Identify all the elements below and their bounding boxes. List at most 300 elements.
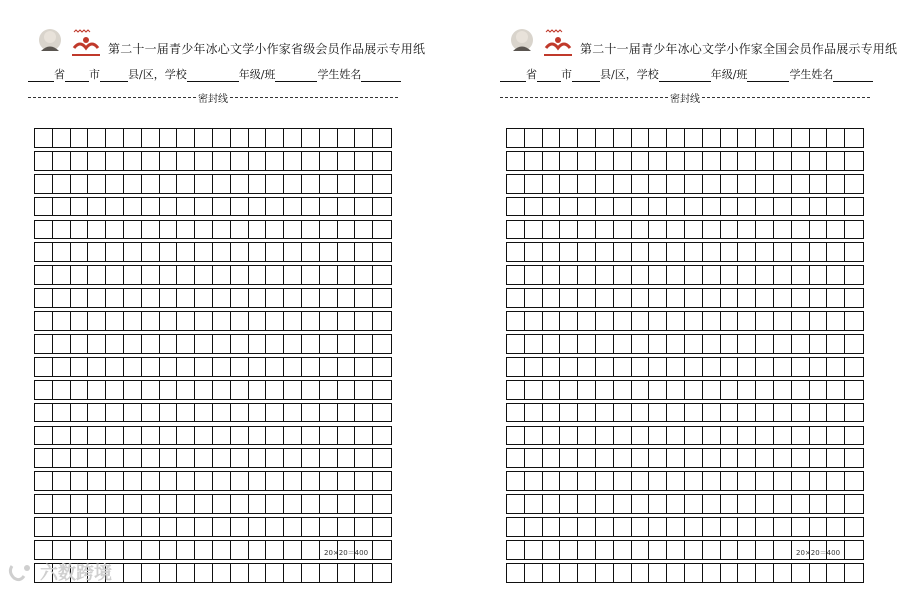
grade-blank[interactable] (275, 71, 317, 82)
grid-cell[interactable] (320, 152, 338, 170)
grid-cell[interactable] (525, 427, 543, 445)
grid-cell[interactable] (738, 221, 756, 239)
grid-cell[interactable] (827, 175, 845, 193)
grid-cell[interactable] (756, 335, 774, 353)
grid-cell[interactable] (649, 266, 667, 284)
grid-cell[interactable] (703, 404, 721, 422)
grid-cell[interactable] (738, 404, 756, 422)
grid-cell[interactable] (667, 449, 685, 467)
grid-cell[interactable] (810, 449, 828, 467)
grid-cell[interactable] (738, 449, 756, 467)
grid-cell[interactable] (177, 175, 195, 193)
grid-cell[interactable] (560, 152, 578, 170)
grid-cell[interactable] (71, 427, 89, 445)
grid-cell[interactable] (124, 449, 142, 467)
grid-cell[interactable] (507, 243, 525, 261)
grid-cell[interactable] (320, 312, 338, 330)
grid-cell[interactable] (827, 495, 845, 513)
grid-cell[interactable] (284, 518, 302, 536)
grid-cell[interactable] (355, 266, 373, 284)
grid-cell[interactable] (35, 312, 53, 330)
grid-cell[interactable] (774, 358, 792, 376)
name-blank[interactable] (833, 71, 873, 82)
grid-cell[interactable] (106, 198, 124, 216)
grid-cell[interactable] (284, 404, 302, 422)
grid-cell[interactable] (721, 129, 739, 147)
grid-cell[interactable] (302, 289, 320, 307)
grid-cell[interactable] (614, 564, 632, 582)
grid-cell[interactable] (266, 449, 284, 467)
grid-cell[interactable] (160, 129, 178, 147)
grid-cell[interactable] (578, 289, 596, 307)
grid-cell[interactable] (302, 541, 320, 559)
grid-cell[interactable] (373, 449, 391, 467)
grid-cell[interactable] (596, 495, 614, 513)
grid-cell[interactable] (266, 518, 284, 536)
grid-cell[interactable] (142, 564, 160, 582)
grid-cell[interactable] (266, 427, 284, 445)
grid-cell[interactable] (543, 266, 561, 284)
grid-cell[interactable] (632, 564, 650, 582)
grid-cell[interactable] (525, 175, 543, 193)
grid-cell[interactable] (632, 312, 650, 330)
grid-cell[interactable] (649, 221, 667, 239)
grid-cell[interactable] (284, 152, 302, 170)
grid-cell[interactable] (703, 221, 721, 239)
grid-cell[interactable] (649, 312, 667, 330)
grid-cell[interactable] (738, 243, 756, 261)
grid-cell[interactable] (355, 243, 373, 261)
grid-cell[interactable] (355, 221, 373, 239)
grid-cell[interactable] (195, 472, 213, 490)
grid-cell[interactable] (525, 152, 543, 170)
grid-cell[interactable] (738, 335, 756, 353)
grid-cell[interactable] (302, 564, 320, 582)
grid-cell[interactable] (792, 495, 810, 513)
grid-cell[interactable] (845, 358, 863, 376)
grid-cell[interactable] (249, 243, 267, 261)
grid-cell[interactable] (614, 495, 632, 513)
grid-cell[interactable] (160, 381, 178, 399)
grid-cell[interactable] (195, 541, 213, 559)
grid-cell[interactable] (284, 427, 302, 445)
city-blank[interactable] (65, 71, 89, 82)
grid-cell[interactable] (177, 243, 195, 261)
grid-cell[interactable] (106, 312, 124, 330)
grid-cell[interactable] (106, 175, 124, 193)
grid-cell[interactable] (88, 198, 106, 216)
grid-cell[interactable] (792, 472, 810, 490)
grid-cell[interactable] (810, 152, 828, 170)
grid-cell[interactable] (560, 335, 578, 353)
grid-cell[interactable] (756, 404, 774, 422)
grid-cell[interactable] (124, 243, 142, 261)
grid-cell[interactable] (774, 221, 792, 239)
grid-cell[interactable] (703, 358, 721, 376)
grid-cell[interactable] (543, 312, 561, 330)
grid-cell[interactable] (284, 358, 302, 376)
grid-cell[interactable] (614, 152, 632, 170)
grid-cell[interactable] (302, 472, 320, 490)
grid-cell[interactable] (721, 564, 739, 582)
grid-cell[interactable] (756, 221, 774, 239)
grid-cell[interactable] (525, 518, 543, 536)
grid-cell[interactable] (774, 152, 792, 170)
grid-cell[interactable] (703, 175, 721, 193)
grid-cell[interactable] (827, 564, 845, 582)
grid-cell[interactable] (249, 152, 267, 170)
grid-cell[interactable] (632, 221, 650, 239)
grid-cell[interactable] (213, 518, 231, 536)
grid-cell[interactable] (320, 358, 338, 376)
grid-cell[interactable] (142, 129, 160, 147)
grid-cell[interactable] (721, 381, 739, 399)
grid-cell[interactable] (827, 427, 845, 445)
grid-cell[interactable] (774, 427, 792, 445)
grid-cell[interactable] (632, 152, 650, 170)
grid-cell[interactable] (231, 266, 249, 284)
grid-cell[interactable] (195, 198, 213, 216)
grid-cell[interactable] (142, 221, 160, 239)
grid-cell[interactable] (810, 472, 828, 490)
grid-cell[interactable] (266, 541, 284, 559)
grid-cell[interactable] (685, 427, 703, 445)
grid-cell[interactable] (142, 152, 160, 170)
grid-cell[interactable] (810, 198, 828, 216)
grid-cell[interactable] (543, 198, 561, 216)
grid-cell[interactable] (284, 312, 302, 330)
grid-cell[interactable] (543, 449, 561, 467)
grid-cell[interactable] (88, 518, 106, 536)
grid-cell[interactable] (177, 472, 195, 490)
grid-cell[interactable] (792, 221, 810, 239)
grid-cell[interactable] (302, 243, 320, 261)
grid-cell[interactable] (738, 381, 756, 399)
grid-cell[interactable] (560, 564, 578, 582)
grid-cell[interactable] (355, 175, 373, 193)
grid-cell[interactable] (249, 427, 267, 445)
grid-cell[interactable] (756, 449, 774, 467)
grid-cell[interactable] (177, 427, 195, 445)
grid-cell[interactable] (614, 221, 632, 239)
grid-cell[interactable] (667, 175, 685, 193)
grid-cell[interactable] (774, 381, 792, 399)
grid-cell[interactable] (578, 266, 596, 284)
grid-cell[interactable] (302, 152, 320, 170)
grid-cell[interactable] (792, 152, 810, 170)
grid-cell[interactable] (88, 449, 106, 467)
grid-cell[interactable] (649, 404, 667, 422)
grid-cell[interactable] (810, 381, 828, 399)
grid-cell[interactable] (338, 335, 356, 353)
grid-cell[interactable] (721, 449, 739, 467)
grid-cell[interactable] (614, 129, 632, 147)
grid-cell[interactable] (177, 404, 195, 422)
grid-cell[interactable] (35, 152, 53, 170)
grid-cell[interactable] (373, 198, 391, 216)
grid-cell[interactable] (284, 564, 302, 582)
grid-cell[interactable] (525, 198, 543, 216)
county-blank[interactable] (100, 71, 128, 82)
grid-cell[interactable] (792, 335, 810, 353)
grid-cell[interactable] (373, 335, 391, 353)
grid-cell[interactable] (373, 381, 391, 399)
grid-cell[interactable] (543, 335, 561, 353)
grid-cell[interactable] (355, 427, 373, 445)
grid-cell[interactable] (685, 175, 703, 193)
grid-cell[interactable] (249, 129, 267, 147)
grid-cell[interactable] (667, 472, 685, 490)
grid-cell[interactable] (827, 266, 845, 284)
grid-cell[interactable] (703, 518, 721, 536)
grid-cell[interactable] (667, 152, 685, 170)
grid-cell[interactable] (632, 495, 650, 513)
grid-cell[interactable] (53, 335, 71, 353)
grid-cell[interactable] (525, 449, 543, 467)
grid-cell[interactable] (71, 404, 89, 422)
grid-cell[interactable] (578, 221, 596, 239)
grid-cell[interactable] (71, 312, 89, 330)
grid-cell[interactable] (373, 541, 391, 559)
grid-cell[interactable] (338, 175, 356, 193)
grid-cell[interactable] (53, 541, 71, 559)
grid-cell[interactable] (792, 518, 810, 536)
grid-cell[interactable] (810, 358, 828, 376)
grid-cell[interactable] (106, 404, 124, 422)
grid-cell[interactable] (703, 495, 721, 513)
grid-cell[interactable] (338, 312, 356, 330)
grid-cell[interactable] (124, 152, 142, 170)
grid-cell[interactable] (302, 129, 320, 147)
grid-cell[interactable] (632, 175, 650, 193)
grid-cell[interactable] (53, 221, 71, 239)
grid-cell[interactable] (373, 472, 391, 490)
grid-cell[interactable] (774, 289, 792, 307)
grid-cell[interactable] (614, 427, 632, 445)
grid-cell[interactable] (88, 312, 106, 330)
grid-cell[interactable] (596, 564, 614, 582)
grid-cell[interactable] (774, 472, 792, 490)
grid-cell[interactable] (338, 243, 356, 261)
grid-cell[interactable] (507, 129, 525, 147)
grid-cell[interactable] (320, 243, 338, 261)
writing-grid[interactable] (34, 128, 392, 586)
grid-cell[interactable] (845, 449, 863, 467)
grid-cell[interactable] (71, 198, 89, 216)
grid-cell[interactable] (667, 335, 685, 353)
grid-cell[interactable] (106, 472, 124, 490)
grid-cell[interactable] (177, 312, 195, 330)
grid-cell[interactable] (507, 312, 525, 330)
grid-cell[interactable] (195, 564, 213, 582)
grid-cell[interactable] (721, 541, 739, 559)
grid-cell[interactable] (373, 152, 391, 170)
grid-cell[interactable] (632, 335, 650, 353)
grid-cell[interactable] (685, 541, 703, 559)
grid-cell[interactable] (721, 404, 739, 422)
grid-cell[interactable] (195, 175, 213, 193)
grid-cell[interactable] (543, 358, 561, 376)
grid-cell[interactable] (738, 472, 756, 490)
grid-cell[interactable] (685, 129, 703, 147)
grid-cell[interactable] (845, 152, 863, 170)
grid-cell[interactable] (338, 152, 356, 170)
grid-cell[interactable] (792, 129, 810, 147)
grid-cell[interactable] (507, 427, 525, 445)
grid-cell[interactable] (845, 289, 863, 307)
grid-cell[interactable] (302, 198, 320, 216)
grid-cell[interactable] (738, 198, 756, 216)
grid-cell[interactable] (632, 427, 650, 445)
grid-cell[interactable] (614, 381, 632, 399)
grid-cell[interactable] (507, 564, 525, 582)
grid-cell[interactable] (142, 449, 160, 467)
grid-cell[interactable] (160, 312, 178, 330)
grid-cell[interactable] (649, 564, 667, 582)
grid-cell[interactable] (810, 129, 828, 147)
grid-cell[interactable] (667, 381, 685, 399)
grid-cell[interactable] (124, 404, 142, 422)
grid-cell[interactable] (213, 564, 231, 582)
grid-cell[interactable] (543, 518, 561, 536)
grid-cell[interactable] (507, 152, 525, 170)
grid-cell[interactable] (284, 495, 302, 513)
grid-cell[interactable] (560, 495, 578, 513)
grid-cell[interactable] (53, 495, 71, 513)
grid-cell[interactable] (649, 289, 667, 307)
grid-cell[interactable] (53, 312, 71, 330)
grid-cell[interactable] (792, 266, 810, 284)
grid-cell[interactable] (578, 175, 596, 193)
grid-cell[interactable] (195, 518, 213, 536)
grid-cell[interactable] (827, 129, 845, 147)
grid-cell[interactable] (35, 449, 53, 467)
grid-cell[interactable] (35, 129, 53, 147)
grid-cell[interactable] (266, 381, 284, 399)
grid-cell[interactable] (596, 335, 614, 353)
grid-cell[interactable] (578, 518, 596, 536)
grid-cell[interactable] (845, 129, 863, 147)
grid-cell[interactable] (721, 152, 739, 170)
grid-cell[interactable] (355, 289, 373, 307)
grid-cell[interactable] (632, 541, 650, 559)
grid-cell[interactable] (827, 243, 845, 261)
grid-cell[interactable] (596, 404, 614, 422)
grid-cell[interactable] (266, 564, 284, 582)
grid-cell[interactable] (177, 449, 195, 467)
grid-cell[interactable] (543, 472, 561, 490)
grid-cell[interactable] (560, 129, 578, 147)
grid-cell[interactable] (195, 381, 213, 399)
grid-cell[interactable] (578, 495, 596, 513)
grid-cell[interactable] (53, 266, 71, 284)
grid-cell[interactable] (525, 541, 543, 559)
grid-cell[interactable] (35, 541, 53, 559)
grid-cell[interactable] (543, 564, 561, 582)
grid-cell[interactable] (703, 266, 721, 284)
grid-cell[interactable] (142, 404, 160, 422)
grid-cell[interactable] (88, 358, 106, 376)
grid-cell[interactable] (177, 381, 195, 399)
grid-cell[interactable] (106, 243, 124, 261)
grid-cell[interactable] (507, 381, 525, 399)
grid-cell[interactable] (738, 129, 756, 147)
grid-cell[interactable] (249, 289, 267, 307)
grid-cell[interactable] (614, 472, 632, 490)
grid-cell[interactable] (320, 472, 338, 490)
grid-cell[interactable] (525, 495, 543, 513)
grid-cell[interactable] (231, 381, 249, 399)
grid-cell[interactable] (213, 312, 231, 330)
grid-cell[interactable] (124, 175, 142, 193)
grid-cell[interactable] (578, 198, 596, 216)
grid-cell[interactable] (249, 266, 267, 284)
grid-cell[interactable] (160, 152, 178, 170)
grid-cell[interactable] (827, 358, 845, 376)
grid-cell[interactable] (543, 427, 561, 445)
grid-cell[interactable] (284, 243, 302, 261)
grid-cell[interactable] (266, 358, 284, 376)
grid-cell[interactable] (649, 518, 667, 536)
grid-cell[interactable] (578, 541, 596, 559)
grid-cell[interactable] (578, 381, 596, 399)
grid-cell[interactable] (355, 129, 373, 147)
grid-cell[interactable] (525, 289, 543, 307)
grid-cell[interactable] (373, 358, 391, 376)
grid-cell[interactable] (213, 129, 231, 147)
grid-cell[interactable] (649, 129, 667, 147)
grid-cell[interactable] (53, 404, 71, 422)
grid-cell[interactable] (320, 198, 338, 216)
grid-cell[interactable] (774, 243, 792, 261)
grid-cell[interactable] (373, 564, 391, 582)
grid-cell[interactable] (213, 335, 231, 353)
grid-cell[interactable] (845, 564, 863, 582)
grid-cell[interactable] (578, 358, 596, 376)
grid-cell[interactable] (213, 404, 231, 422)
grid-cell[interactable] (632, 518, 650, 536)
grid-cell[interactable] (756, 518, 774, 536)
grid-cell[interactable] (302, 404, 320, 422)
grid-cell[interactable] (756, 266, 774, 284)
province-blank[interactable] (500, 71, 526, 82)
grid-cell[interactable] (792, 427, 810, 445)
grid-cell[interactable] (596, 427, 614, 445)
grid-cell[interactable] (525, 266, 543, 284)
grid-cell[interactable] (845, 266, 863, 284)
grid-cell[interactable] (53, 129, 71, 147)
grid-cell[interactable] (632, 198, 650, 216)
grid-cell[interactable] (124, 358, 142, 376)
grid-cell[interactable] (738, 312, 756, 330)
grid-cell[interactable] (810, 427, 828, 445)
grid-cell[interactable] (231, 495, 249, 513)
grid-cell[interactable] (685, 495, 703, 513)
grid-cell[interactable] (685, 449, 703, 467)
grid-cell[interactable] (124, 518, 142, 536)
grid-cell[interactable] (543, 129, 561, 147)
grid-cell[interactable] (596, 221, 614, 239)
grid-cell[interactable] (71, 266, 89, 284)
grid-cell[interactable] (35, 381, 53, 399)
grid-cell[interactable] (596, 472, 614, 490)
grid-cell[interactable] (827, 518, 845, 536)
grid-cell[interactable] (578, 243, 596, 261)
grid-cell[interactable] (177, 541, 195, 559)
grid-cell[interactable] (632, 129, 650, 147)
grid-cell[interactable] (596, 381, 614, 399)
grid-cell[interactable] (703, 312, 721, 330)
